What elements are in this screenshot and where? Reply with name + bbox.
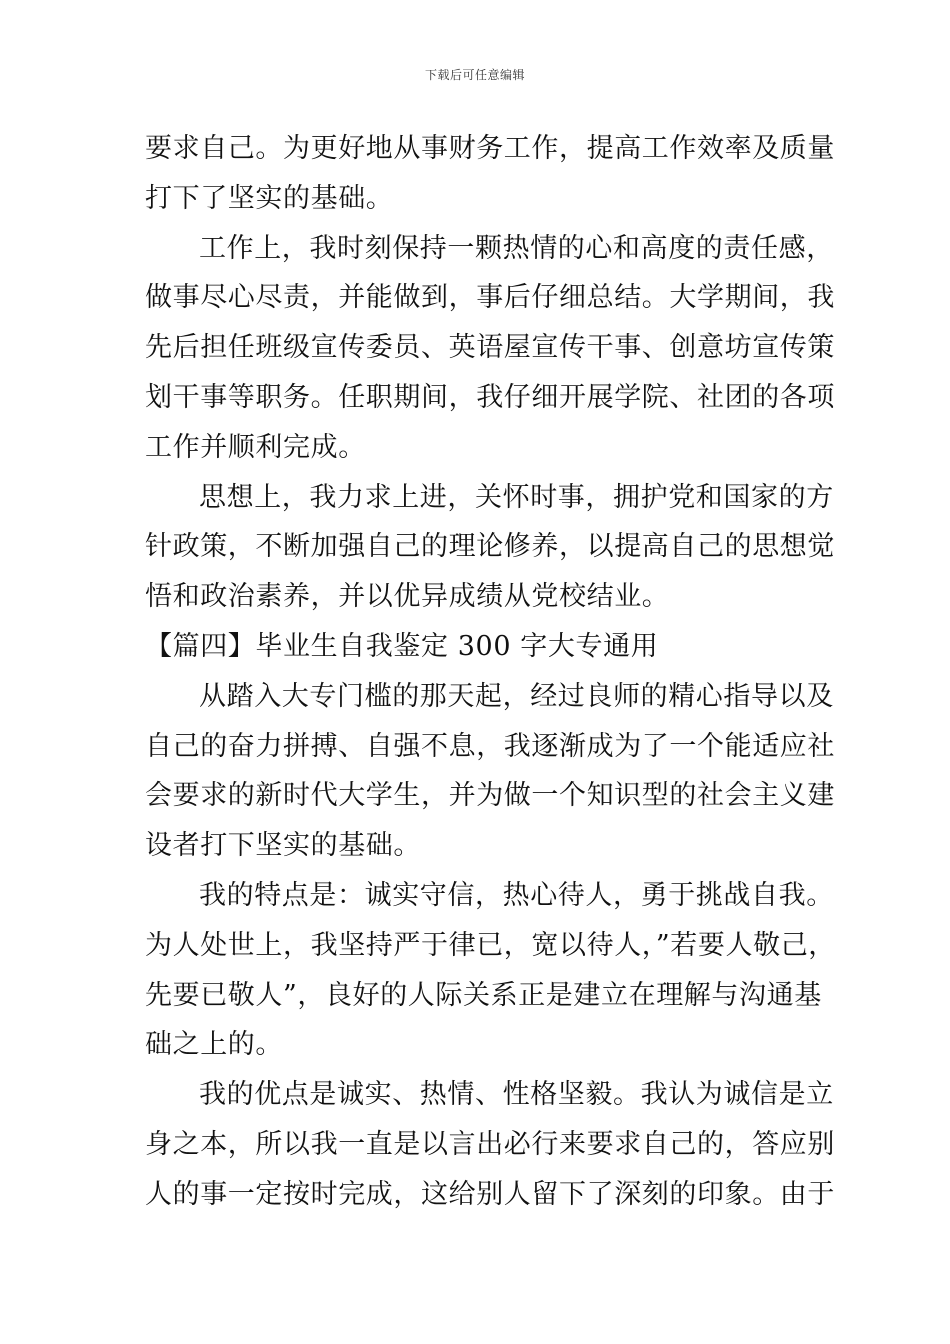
text-line: 做事尽心尽责，并能做到，事后仔细总结。大学期间，我: [145, 282, 835, 314]
text-line: 人的事一定按时完成，这给别人留下了深刻的印象。由于: [145, 1178, 835, 1210]
text-line: 身之本，所以我一直是以言出必行来要求自己的，答应别: [145, 1128, 835, 1160]
paragraph-start-line: 工作上，我时刻保持一颗热情的心和高度的责任感，: [199, 232, 834, 264]
text-line: 针政策，不断加强自己的理论修养，以提高自己的思想觉: [145, 531, 835, 563]
paragraph-start-line: 我的特点是：诚实守信，热心待人，勇于挑战自我。: [199, 879, 834, 911]
page-header: 下载后可任意编辑: [424, 68, 525, 82]
text-line: 会要求的新时代大学生，并为做一个知识型的社会主义建: [145, 780, 835, 812]
text-line: 设者打下坚实的基础。: [145, 830, 421, 862]
text-line: 自己的奋力拼搏、自强不息，我逐渐成为了一个能适应社: [145, 730, 835, 762]
paragraph-start-line: 从踏入大专门槛的那天起，经过良师的精心指导以及: [199, 680, 834, 712]
text-line: 悟和政治素养，并以优异成绩从党校结业。: [145, 581, 670, 613]
text-line: 要求自己。为更好地从事财务工作，提高工作效率及质量: [145, 133, 835, 164]
text-line: 为人处世上，我坚持严于律已，宽以待人，”若要人敬己，: [145, 929, 836, 961]
text-line: 先后担任班级宣传委员、英语屋宣传干事、创意坊宣传策: [145, 332, 835, 364]
text-line: 工作并顺利完成。: [145, 431, 366, 463]
text-line: 划干事等职务。任职期间，我仔细开展学院、社团的各项: [145, 381, 835, 413]
text-line: 础之上的。: [145, 1029, 283, 1061]
paragraph-start-line: 我的优点是诚实、热情、性格坚毅。我认为诚信是立: [199, 1079, 834, 1111]
document-body: [145, 124, 836, 1220]
text-line: 先要已敬人”，良好的人际关系正是建立在理解与沟通基: [145, 979, 822, 1011]
section-heading: 【篇四】毕业生自我鉴定 300 字大专通用: [145, 630, 659, 662]
paragraph-start-line: 思想上，我力求上进，关怀时事，拥护党和国家的方: [199, 481, 834, 513]
text-line: 打下了坚实的基础。: [145, 182, 394, 214]
